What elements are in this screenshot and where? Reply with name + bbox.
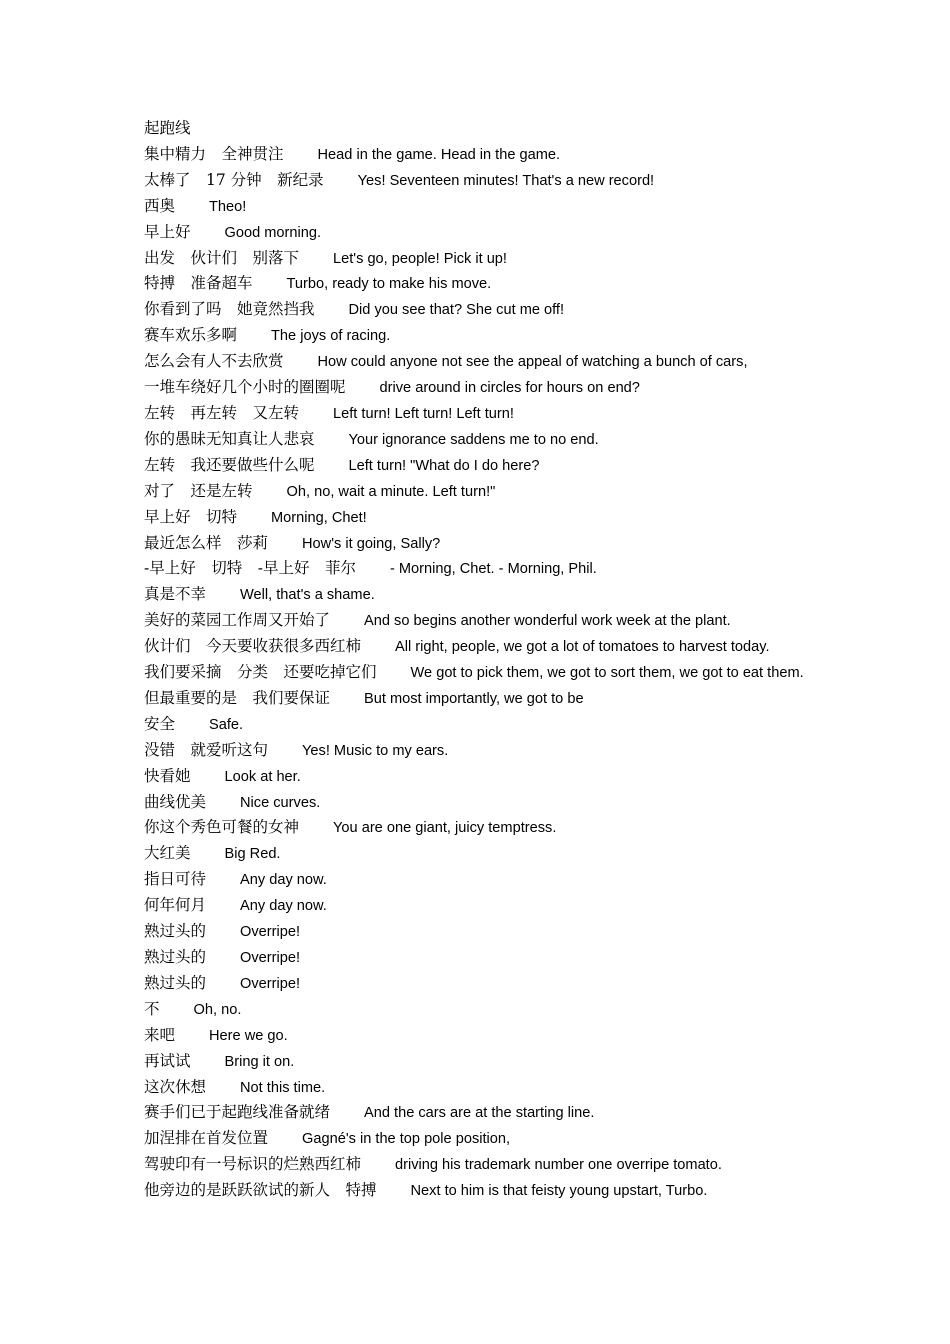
english-text: Here we go. [209, 1027, 288, 1044]
english-text: Good morning. [224, 224, 322, 241]
subtitle-line [144, 556, 806, 582]
chinese-text: 赛车欢乐多啊 [144, 326, 238, 345]
subtitle-line [144, 1023, 806, 1049]
english-text: Gagné's in the top pole position, [302, 1131, 511, 1148]
english-text: driving his trademark number one overripe tomato. [395, 1157, 722, 1174]
chinese-text: 西奥 [144, 196, 176, 215]
english-text: We got to pick them, we got to sort them, we got to eat them. [410, 665, 804, 682]
english-text: Theo! [209, 198, 247, 215]
chinese-text: 不 [144, 999, 160, 1018]
english-text: You are one giant, juicy temptress. [333, 820, 557, 837]
chinese-text: 真是不幸 [144, 585, 207, 604]
subtitle-line [144, 608, 806, 634]
subtitle-line [144, 867, 806, 893]
english-text: But most importantly, we got to be [364, 690, 584, 707]
subtitle-line [144, 582, 806, 608]
subtitle-line [144, 1075, 806, 1101]
subtitle-line [144, 997, 806, 1023]
subtitle-line [144, 893, 806, 919]
subtitle-line [144, 1100, 806, 1126]
chinese-text: 出发 伙计们 别落下 [144, 248, 300, 267]
english-text: Nice curves. [240, 794, 321, 811]
chinese-text: 何年何月 [144, 896, 207, 915]
subtitle-line [144, 142, 806, 168]
document-title [144, 116, 806, 142]
english-text: Look at her. [224, 768, 301, 785]
english-text: Any day now. [240, 872, 327, 889]
subtitle-line [144, 945, 806, 971]
subtitle-line [144, 1178, 806, 1204]
subtitle-line [144, 246, 806, 272]
chinese-text: 赛手们已于起跑线准备就绪 [144, 1103, 331, 1122]
english-text: Well, that's a shame. [240, 587, 375, 604]
english-text: Left turn! Left turn! Left turn! [333, 405, 514, 422]
subtitle-document [144, 116, 806, 1204]
chinese-text: -早上好 切特 -早上好 菲尔 [144, 559, 356, 578]
subtitle-line [144, 505, 806, 531]
chinese-text: 对了 还是左转 [144, 481, 253, 500]
english-text: Turbo, ready to make his move. [286, 276, 492, 293]
subtitle-line [144, 531, 806, 557]
chinese-text: 左转 我还要做些什么呢 [144, 455, 315, 474]
english-text: Next to him is that feisty young upstart, Turbo. [410, 1183, 708, 1200]
subtitle-line [144, 479, 806, 505]
chinese-text: 怎么会有人不去欣赏 [144, 352, 284, 371]
chinese-text: 曲线优美 [144, 792, 207, 811]
english-text: Your ignorance saddens me to no end. [348, 431, 599, 448]
chinese-text: 快看她 [144, 766, 191, 785]
english-text: How's it going, Sally? [302, 535, 441, 552]
subtitle-line [144, 712, 806, 738]
english-text: Let's go, people! Pick it up! [333, 250, 507, 267]
chinese-text: 早上好 切特 [144, 507, 238, 526]
english-text: Did you see that? She cut me off! [348, 302, 565, 319]
subtitle-line [144, 1049, 806, 1075]
english-text: Not this time. [240, 1079, 326, 1096]
subtitle-line [144, 1152, 806, 1178]
subtitle-line [144, 815, 806, 841]
english-text: Bring it on. [224, 1053, 295, 1070]
chinese-text: 你这个秀色可餐的女神 [144, 818, 300, 837]
subtitle-line [144, 971, 806, 997]
chinese-text: 指日可待 [144, 870, 207, 889]
english-text: Big Red. [224, 846, 281, 863]
english-text: Overripe! [240, 975, 301, 992]
chinese-text: 早上好 [144, 222, 191, 241]
chinese-text: 安全 [144, 714, 176, 733]
english-text: All right, people, we got a lot of tomatoes to harvest today. [395, 639, 770, 656]
chinese-text: 熟过头的 [144, 973, 207, 992]
english-text: Left turn! "What do I do here? [348, 457, 540, 474]
chinese-text: 太棒了 17 分钟 新纪录 [144, 170, 324, 189]
chinese-text: 但最重要的是 我们要保证 [144, 688, 331, 707]
chinese-text: 大红美 [144, 844, 191, 863]
english-text: Overripe! [240, 924, 301, 941]
chinese-text: 这次休想 [144, 1077, 207, 1096]
chinese-text: 来吧 [144, 1025, 176, 1044]
chinese-text: 伙计们 今天要收获很多西红柿 [144, 637, 362, 656]
chinese-text: 集中精力 全神贯注 [144, 144, 284, 163]
subtitle-line [144, 427, 806, 453]
subtitle-line [144, 764, 806, 790]
chinese-text: 驾驶印有一号标识的烂熟西红柿 [144, 1155, 362, 1174]
english-text: And so begins another wonderful work week at the plant. [364, 613, 731, 630]
subtitle-line [144, 686, 806, 712]
english-text: Oh, no. [193, 1001, 242, 1018]
chinese-text: 没错 就爱听这句 [144, 740, 269, 759]
english-text: The joys of racing. [271, 328, 391, 345]
subtitle-line [144, 634, 806, 660]
subtitle-line [144, 660, 806, 686]
chinese-text: 加涅排在首发位置 [144, 1129, 269, 1148]
subtitle-line [144, 375, 806, 401]
subtitle-line [144, 453, 806, 479]
subtitle-line [144, 323, 806, 349]
english-text: Any day now. [240, 898, 327, 915]
subtitle-line [144, 349, 806, 375]
chinese-text: 美好的菜园工作周又开始了 [144, 611, 331, 630]
chinese-text: 你的愚昧无知真让人悲哀 [144, 429, 315, 448]
document-title-text: 起跑线 [144, 119, 191, 137]
subtitle-line [144, 790, 806, 816]
subtitle-line [144, 194, 806, 220]
chinese-text: 特搏 准备超车 [144, 274, 253, 293]
subtitle-line [144, 1126, 806, 1152]
english-text: - Morning, Chet. - Morning, Phil. [389, 561, 597, 578]
english-text: Yes! Seventeen minutes! That's a new record! [357, 172, 655, 189]
chinese-text: 我们要采摘 分类 还要吃掉它们 [144, 663, 377, 682]
chinese-text: 左转 再左转 又左转 [144, 403, 300, 422]
chinese-text: 最近怎么样 莎莉 [144, 533, 269, 552]
english-text: How could anyone not see the appeal of watching a bunch of cars, [317, 354, 748, 371]
subtitle-line [144, 220, 806, 246]
subtitle-line [144, 919, 806, 945]
subtitle-line [144, 168, 806, 194]
english-text: Morning, Chet! [271, 509, 367, 526]
chinese-text: 熟过头的 [144, 922, 207, 941]
english-text: Safe. [209, 716, 244, 733]
english-text: Yes! Music to my ears. [302, 742, 449, 759]
subtitle-line [144, 401, 806, 427]
chinese-text: 再试试 [144, 1051, 191, 1070]
english-text: And the cars are at the starting line. [364, 1105, 595, 1122]
english-text: drive around in circles for hours on end? [379, 380, 640, 397]
chinese-text: 他旁边的是跃跃欲试的新人 特搏 [144, 1181, 377, 1200]
english-text: Head in the game. Head in the game. [317, 146, 561, 163]
subtitle-line [144, 841, 806, 867]
subtitle-line [144, 297, 806, 323]
subtitle-line [144, 738, 806, 764]
english-text: Oh, no, wait a minute. Left turn!" [286, 483, 496, 500]
chinese-text: 你看到了吗 她竟然挡我 [144, 300, 315, 319]
english-text: Overripe! [240, 950, 301, 966]
chinese-text: 一堆车绕好几个小时的圈圈呢 [144, 378, 346, 397]
chinese-text: 熟过头的 [144, 948, 207, 966]
subtitle-line [144, 271, 806, 297]
